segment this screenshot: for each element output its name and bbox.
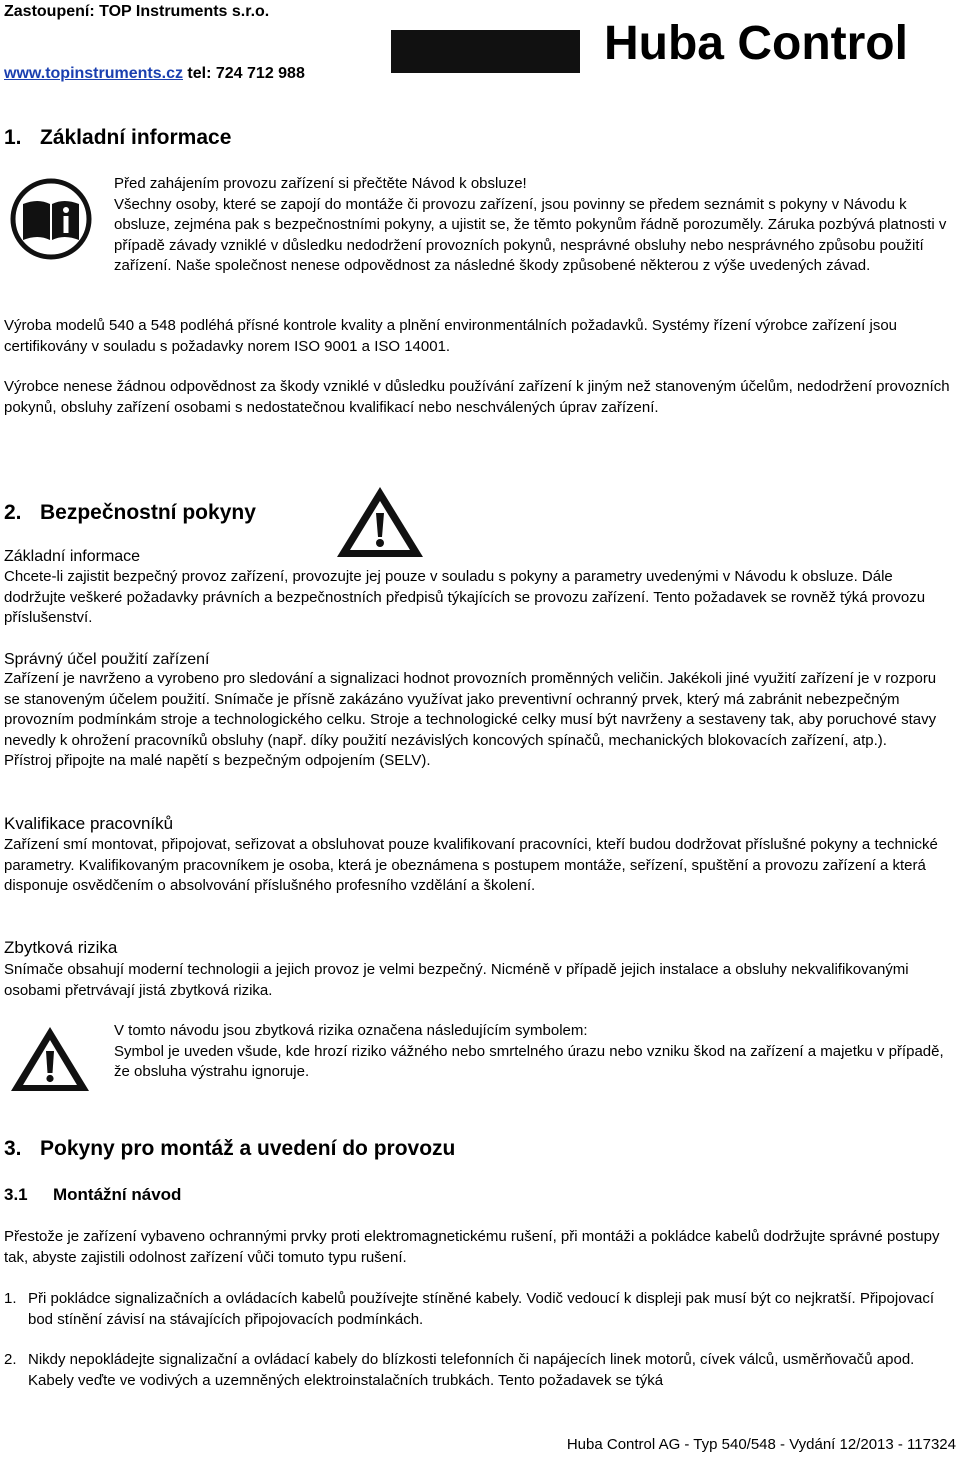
risk-symbol-block	[114, 1021, 956, 1083]
risk-symbol-line: V tomto návodu jsou zbytková rizika označena následujícím symbolem:	[114, 1022, 588, 1039]
list-item-number: 1.	[4, 1290, 17, 1307]
purpose-title: Správný účel použití zařízení	[4, 651, 210, 668]
quality-paragraph: Výroba modelů 540 a 548 podléhá přísné kontrole kvality a plnění environmentálních požadavků. Systémy řízení výrobce zařízení jsou certifikovány v souladu s požadavky norem ISO 9001 a ISO 14001.	[4, 317, 898, 355]
warning-triangle-icon-2	[8, 1024, 92, 1094]
subsection-heading	[4, 1184, 181, 1206]
representative-label: Zastoupení: TOP Instruments s.r.o.	[4, 3, 270, 20]
risk-symbol-text: Symbol je uveden všude, kde hrozí riziko vážného nebo smrtelného úrazu nebo vzniku škod na zařízení a majetku v případě, že obsluha výstrahu ignoruje.	[114, 1042, 944, 1081]
brand-title: Huba Control	[604, 17, 908, 70]
subsection-number: 3.1	[4, 1185, 28, 1204]
section2-title: Bezpečnostní pokyny	[40, 501, 256, 524]
section2-number: 2.	[4, 501, 22, 524]
section3-intro: Přestože je zařízení vybaveno ochrannými prvky proti elektromagnetickému rušení, při montáži a pokládce kabelů dodržujte správné postupy tak, abyste zajistili odolnost zařízení vůči tomuto typu rušení.	[4, 1228, 940, 1266]
qualification-title: Kvalifikace pracovníků	[4, 814, 174, 833]
manual-info-icon	[8, 176, 94, 262]
list-item	[4, 1350, 956, 1391]
intro-rest: Všechny osoby, které se zapojí do montáže či provozu zařízení, jsou povinny se předem seznámit s pokyny v Návodu k obsluze, zejména pak s bezpečnostními pokyny, a ujistit se, že těmto pokynům řádně porozuměly. Záruka pozbývá platnosti v případě závady vzniklé v důsledku nedodržení provozních pokynů, nesprávné obsluhy nebo nesprávného způsobu použití zařízení. Naše společnost nenese odpovědnost za následné škody způsobené některou z výše uvedených závad.	[114, 195, 947, 275]
section3-number: 3.	[4, 1137, 22, 1160]
basic-info-text: Chcete-li zajistit bezpečný provoz zařízení, provozujte jej pouze v souladu s pokyny a parametry uvedenými v Návodu k obsluze. Dále dodržujte veškeré požadavky právních a bezpečnostních předpisů týkajících se provozu zařízení. Tento požadavek se rovněž týká provozu příslušenství.	[4, 568, 926, 627]
purpose-selv: Přístroj připojte na malé napětí s bezpečným odpojením (SELV).	[4, 752, 431, 770]
purpose-block	[4, 669, 956, 772]
contact-line	[4, 64, 384, 84]
residual-risk-text: Snímače obsahují moderní technologii a jejich provoz je velmi bezpečný. Nicméně v případě jejich instalace a obsluhy nekvalifikovanými osobami přetrvávají jistá zbytková rizika.	[4, 961, 909, 999]
section1-heading	[4, 125, 231, 151]
subsection-title: Montážní návod	[53, 1185, 182, 1204]
residual-risk-title: Zbytková rizika	[4, 938, 118, 957]
basic-info-title: Základní informace	[4, 548, 141, 565]
section3-heading	[4, 1136, 455, 1162]
phone-number: tel: 724 712 988	[182, 65, 305, 82]
list-item-number: 2.	[4, 1351, 17, 1368]
purpose-text: Zařízení je navrženo a vyrobeno pro sledování a signalizaci hodnot provozních proměnných veličin. Jakékoli jiné využití zařízení je v rozporu se stanoveným účelem použití. Snímače je přísně zakázáno využívat jako preventivní ochranný prvek, který má zabránit nebezpečným provozním podmínkám stroje a technologického celku. Stroje a technologické celky musí být navrženy a sestaveny tak, aby poruchové stavy nevedly k ohrožení pracovníků obsluhy (např. díky použití nezávislých koncových spínačů, mechanických blokovacích zařízení, atp.).	[4, 670, 937, 749]
logo-block	[391, 30, 580, 73]
section2-heading	[4, 500, 256, 526]
list-item-text: Nikdy nepokládejte signalizační a ovládací kabely do blízkosti telefonních či napájecích linek motorů, cívek válců, usměrňovačů apod. Kabely veďte ve vodivých a uzemněných elektroinstalačních trubkách. Tento požadavek se týká	[28, 1351, 915, 1389]
website-link[interactable]: www.topinstruments.cz	[4, 65, 183, 82]
warning-triangle-icon	[334, 484, 426, 560]
liability-paragraph: Výrobce nenese žádnou odpovědnost za škody vzniklé v důsledku používání zařízení k jiným než stanoveným účelům, nedodržení provozních pokynů, obsluhy zařízení osobami s nedostatečnou kvalifikací nebo neschválených úprav zařízení.	[4, 378, 950, 416]
section1-number: 1.	[4, 126, 22, 149]
list-item	[4, 1289, 956, 1330]
intro-first-line: Před zahájením provozu zařízení si přečtěte Návod k obsluze!	[114, 175, 527, 192]
section1-title: Základní informace	[40, 126, 232, 149]
qualification-text: Zařízení smí montovat, připojovat, seřizovat a obsluhovat pouze kvalifikovaní pracovníci, kteří budou dodržovat příslušné pokyny a technické parametry. Kvalifikovaným pracovníkem je osoba, která je obeznámena s postupem montáže, seřízení, spuštění a provozu zařízení a která disponuje osvědčením o absolvování příslušného profesního vzdělání a školení.	[4, 836, 938, 895]
section3-title: Pokyny pro montáž a uvedení do provozu	[40, 1137, 456, 1160]
section1-intro	[114, 174, 956, 277]
list-item-text: Při pokládce signalizačních a ovládacích kabelů používejte stíněné kabely. Vodič vedoucí k displeji pak musí být co nejkratší. Připojovací bod stínění závisí na stávajících připojovacích podmínkách.	[28, 1290, 935, 1328]
page-footer: Huba Control AG - Typ 540/548 - Vydání 12/2013 - 117324	[566, 1436, 956, 1453]
